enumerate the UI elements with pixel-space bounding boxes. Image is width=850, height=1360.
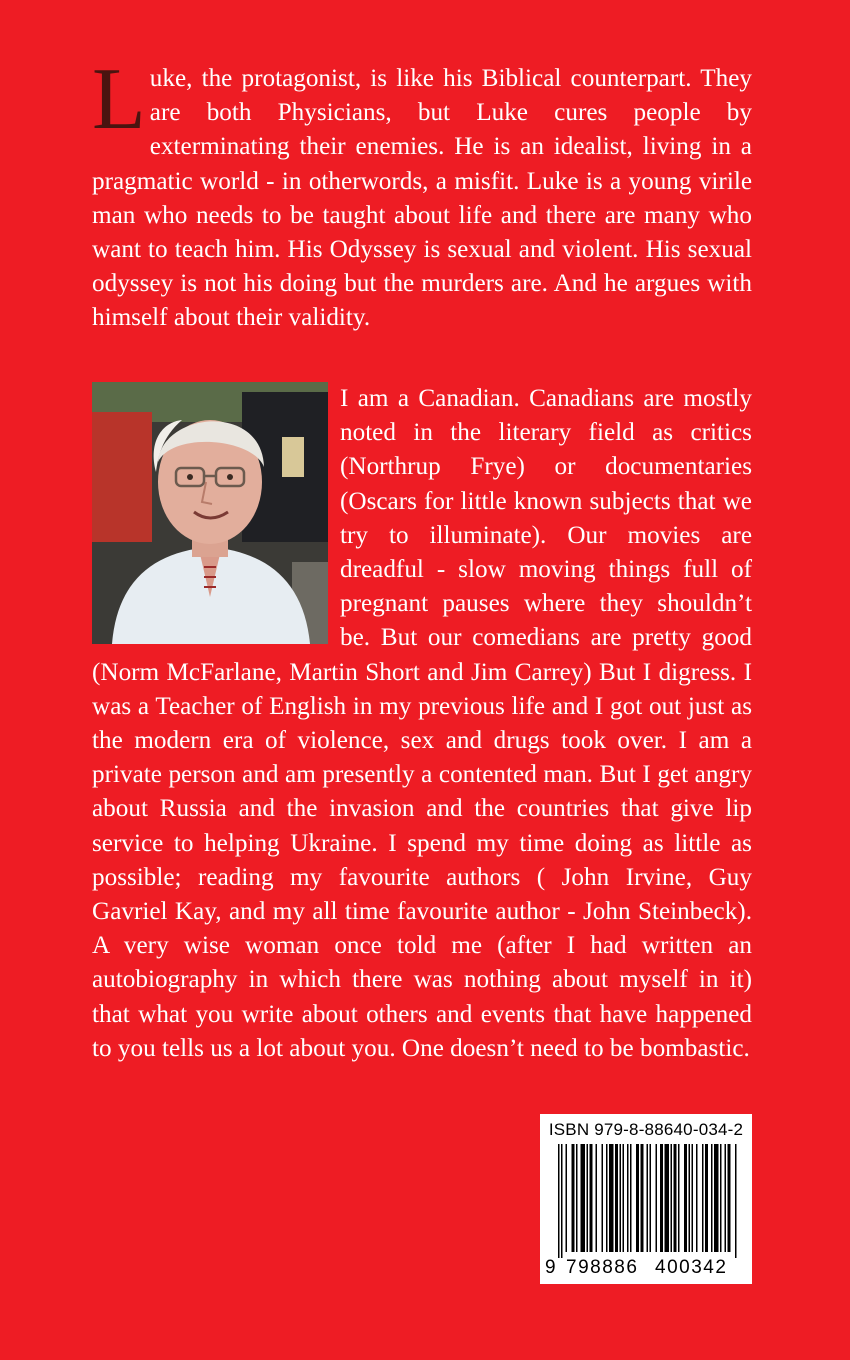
barcode-left-group: 798886 <box>566 1257 639 1278</box>
book-blurb <box>92 51 752 336</box>
blurb-text: uke, the protagonist, is like his Biblical counterpart. They are both Physicians, but Luke cures people by exterminating their enemies. He is an idealist, living in a pragmatic world - in otherwords, a misfit. Luke is a young virile man who needs to be taught about life and there are many who want to teach him. His Odyssey is sexual and violent. His sexual odyssey is not his doing but the murders are. And he argues with himself about their validity. <box>92 65 752 332</box>
barcode-bar <box>636 1144 639 1252</box>
barcode-bar <box>558 1144 560 1258</box>
barcode-bar <box>665 1144 670 1252</box>
barcode-bar <box>566 1144 568 1252</box>
barcode-bar <box>650 1144 652 1252</box>
barcode-right-group: 400342 <box>655 1257 728 1278</box>
barcode-bar <box>572 1144 575 1252</box>
barcode-bar <box>689 1144 691 1252</box>
drop-cap: L <box>92 51 146 148</box>
barcode-bar <box>587 1144 589 1252</box>
barcode-bar <box>671 1144 673 1252</box>
barcode-bar <box>725 1144 727 1252</box>
barcode-bar <box>656 1144 658 1252</box>
barcode-bar <box>627 1144 629 1252</box>
barcode-bar <box>609 1144 614 1252</box>
author-photo <box>92 382 328 644</box>
barcode-bar <box>606 1144 608 1252</box>
barcode-bar <box>623 1144 625 1252</box>
isbn-label: ISBN 979-8-88640-034-2 <box>548 1120 744 1139</box>
barcode-bar <box>684 1144 687 1252</box>
barcode-bar <box>714 1144 719 1252</box>
barcode-bar <box>728 1144 731 1252</box>
barcode-bar <box>602 1144 604 1252</box>
barcode-bar <box>615 1144 618 1252</box>
isbn-barcode <box>540 1114 752 1284</box>
barcode-bar <box>674 1144 677 1252</box>
barcode-bar <box>641 1144 644 1252</box>
barcode-bar <box>647 1144 649 1252</box>
barcode-bar <box>692 1144 694 1252</box>
bio-text: I am a Canadian. Canadians are mostly noted in the literary field as critics (Northrup Frye) or documentaries (Oscars for little known subjects that we try to illuminate). Our movies are dreadful - slow moving things full of pregnant pauses where they shouldn’t be. But our comedians are pretty good (Norm McFarlane, Martin Short and Jim Carrey) But I digress. I was a Teacher of English in my previous life and I got out just as the modern era of violence, sex and drugs took over. I am a private person and am presently a contented man. But I get angry about Russia and the invasion and the countries that give lip service to helping Ukraine. I spend my time doing as little as possible; reading my favourite authors ( John Irvine, Guy Gavriel Kay, and my all time favourite author - John Steinbeck). A very wise woman once told me (after I had written an autobiography in which there was nothing about myself in it) that what you write about others and events that have happened to you tells us a lot about you. One doesn’t need to be bombastic. <box>92 385 752 1062</box>
barcode-bar <box>678 1144 680 1252</box>
barcode-bar <box>581 1144 586 1252</box>
barcode-bar <box>696 1144 698 1252</box>
barcode-bar <box>630 1144 632 1252</box>
barcode-bar <box>590 1144 593 1252</box>
barcode-bars <box>558 1144 738 1258</box>
barcode-bar <box>596 1144 598 1252</box>
barcode-bar <box>735 1144 737 1258</box>
barcode-bar <box>576 1144 578 1252</box>
barcode-bar <box>702 1144 704 1252</box>
barcode-bar <box>660 1144 663 1252</box>
author-bio <box>92 382 752 1066</box>
barcode-first-digit: 9 <box>545 1257 556 1278</box>
barcode-bar <box>711 1144 713 1252</box>
barcode-bar <box>620 1144 622 1252</box>
barcode-bar <box>705 1144 708 1252</box>
barcode-bar <box>561 1144 563 1258</box>
barcode-bar <box>720 1144 722 1252</box>
